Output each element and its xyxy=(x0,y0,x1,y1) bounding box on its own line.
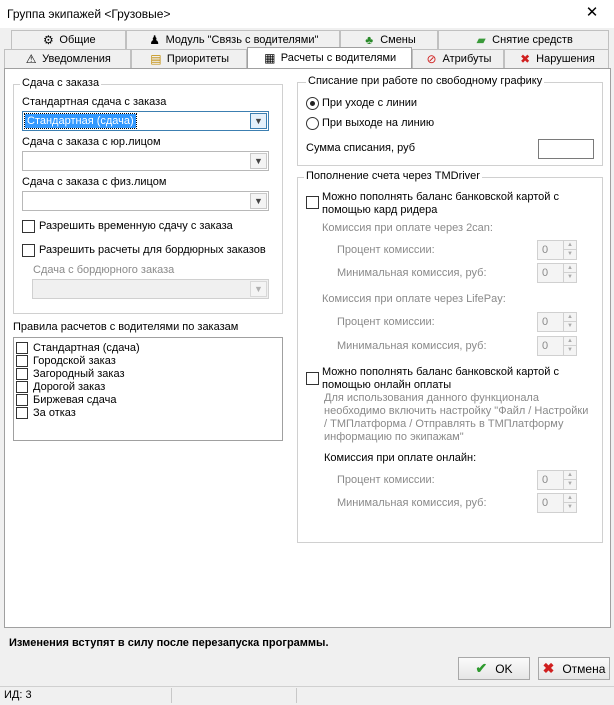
order-payment-group-title: Сдача с заказа xyxy=(22,77,100,89)
tab-label: Модуль "Связь с водителями" xyxy=(165,34,319,46)
rules-listbox[interactable] xyxy=(13,337,283,441)
chart-icon: ▤ xyxy=(150,52,162,66)
tab-label: Снятие средств xyxy=(492,34,573,46)
tab-label: Уведомления xyxy=(42,53,111,65)
tab-label: Расчеты с водителями xyxy=(280,52,397,64)
info-line-3: / ТМПлатформа / Отправлять в ТМПлатформу xyxy=(324,418,564,430)
status-separator xyxy=(296,688,297,703)
checkbox[interactable] xyxy=(16,394,28,406)
close-icon[interactable]: ✕ xyxy=(585,4,599,21)
people-icon: ♣ xyxy=(365,33,374,47)
fee-2can-label: Комиссия при оплате через 2can: xyxy=(322,222,493,234)
ok-button[interactable]: ✔ OK xyxy=(458,657,530,680)
checkbox[interactable] xyxy=(16,342,28,354)
standard-payment-value: Стандартная (сдача) xyxy=(27,115,134,127)
card-reader-label-line2: помощью кард ридера xyxy=(322,204,438,216)
fee-2can-percent-stepper[interactable]: 0 ▲ ▼ xyxy=(537,240,577,260)
status-id: ИД: 3 xyxy=(4,689,32,701)
window-title: Группа экипажей <Грузовые> xyxy=(7,7,171,21)
writeoff-sum-input[interactable] xyxy=(538,139,594,159)
writeoff-group-title: Списание при работе по свободному графику xyxy=(308,75,543,87)
tab-label: Атрибуты xyxy=(442,53,492,65)
fee-2can-min-label: Минимальная комиссия, руб: xyxy=(337,267,487,279)
cross-icon: ✖ xyxy=(542,660,555,676)
info-line-1: Для использования данного функционала xyxy=(324,392,539,404)
individual-payment-value xyxy=(25,194,29,208)
chevron-down-icon[interactable]: ▼ xyxy=(563,322,576,331)
restart-notice: Изменения вступят в силу после перезапуска программы. xyxy=(9,637,329,649)
chevron-down-icon[interactable]: ▼ xyxy=(563,346,576,355)
legal-payment-select[interactable] xyxy=(22,151,269,171)
writeoff-sum-label: Сумма списания, руб xyxy=(306,142,416,154)
individual-payment-select[interactable] xyxy=(22,191,269,211)
allow-border-orders-label: Разрешить расчеты для бордюрных заказов xyxy=(39,244,266,256)
tab-label: Смены xyxy=(380,34,416,46)
chevron-up-icon[interactable]: ▲ xyxy=(563,241,576,250)
chevron-up-icon[interactable]: ▲ xyxy=(563,471,576,480)
border-payment-label: Сдача с бордюрного заказа xyxy=(33,264,175,276)
tab-general[interactable] xyxy=(11,30,126,49)
chevron-down-icon[interactable]: ▼ xyxy=(563,503,576,512)
fee-lifepay-min-stepper[interactable]: 0 ▲ ▼ xyxy=(537,336,577,356)
list-item[interactable]: За отказ xyxy=(16,406,76,419)
fee-lifepay-percent-label: Процент комиссии: xyxy=(337,316,435,328)
chevron-down-icon[interactable]: ▼ xyxy=(563,273,576,282)
violation-icon: ✖ xyxy=(520,52,531,66)
tab-attributes[interactable] xyxy=(412,49,504,68)
writeoff-enter-radio[interactable] xyxy=(306,117,319,130)
fee-online-percent-label: Процент комиссии: xyxy=(337,474,435,486)
allow-border-orders-checkbox[interactable] xyxy=(22,244,35,257)
tab-driver-payments[interactable] xyxy=(247,47,412,68)
no-entry-icon: ⊘ xyxy=(426,52,437,66)
card-reader-label-line1: Можно пополнять баланс банковской картой с xyxy=(322,191,559,203)
fee-online-percent-stepper[interactable]: 0 ▲ ▼ xyxy=(537,470,577,490)
list-item[interactable]: Дорогой заказ xyxy=(16,380,105,393)
tab-priorities[interactable] xyxy=(131,49,247,68)
tab-notifications[interactable] xyxy=(4,49,131,68)
standard-payment-label: Стандартная сдача с заказа xyxy=(22,96,167,108)
checkbox[interactable] xyxy=(16,355,28,367)
rules-title: Правила расчетов с водителями по заказам xyxy=(13,321,239,333)
warning-icon: ⚠ xyxy=(25,52,37,66)
check-icon: ✔ xyxy=(475,660,488,676)
checkbox[interactable] xyxy=(16,407,28,419)
chevron-up-icon[interactable]: ▲ xyxy=(563,313,576,322)
list-item[interactable]: Загородный заказ xyxy=(16,367,125,380)
writeoff-leave-label: При уходе с линии xyxy=(322,97,418,109)
topup-group-title: Пополнение счета через TMDriver xyxy=(306,170,480,182)
card-online-label-line2: помощью онлайн оплаты xyxy=(322,379,452,391)
chevron-up-icon[interactable]: ▲ xyxy=(563,264,576,273)
legal-payment-value xyxy=(25,154,29,168)
chevron-down-icon[interactable]: ▼ xyxy=(563,250,576,259)
fee-lifepay-label: Комиссия при оплате через LifePay: xyxy=(322,293,506,305)
border-payment-value xyxy=(35,282,39,296)
allow-temp-payment-checkbox[interactable] xyxy=(22,220,35,233)
fee-online-min-label: Минимальная комиссия, руб: xyxy=(337,497,487,509)
fee-2can-percent-label: Процент комиссии: xyxy=(337,244,435,256)
cancel-button[interactable]: ✖ Отмена xyxy=(538,657,610,680)
chevron-down-icon[interactable]: ▼ xyxy=(250,153,267,169)
standard-payment-select[interactable] xyxy=(22,111,269,131)
fee-online-min-stepper[interactable]: 0 ▲ ▼ xyxy=(537,493,577,513)
chevron-down-icon[interactable]: ▼ xyxy=(250,193,267,209)
checkbox[interactable] xyxy=(16,368,28,380)
tab-withdrawal[interactable] xyxy=(438,30,609,49)
status-separator xyxy=(171,688,172,703)
status-bar xyxy=(0,686,614,705)
card-online-label-line1: Можно пополнять баланс банковской картой с xyxy=(322,366,559,378)
writeoff-enter-label: При выходе на линию xyxy=(322,117,435,129)
tab-label: Приоритеты xyxy=(166,53,230,65)
card-online-checkbox[interactable] xyxy=(306,372,319,385)
settings-icon: ⚙ xyxy=(43,33,54,47)
money-icon: ▰ xyxy=(476,33,486,47)
tab-label: Общие xyxy=(59,34,96,46)
border-payment-select[interactable] xyxy=(32,279,269,299)
calculator-icon: ▦ xyxy=(264,51,276,65)
info-line-4: информацию по экипажам" xyxy=(324,431,464,443)
chevron-up-icon[interactable]: ▲ xyxy=(563,494,576,503)
tab-violations[interactable] xyxy=(504,49,609,68)
writeoff-leave-radio[interactable] xyxy=(306,97,319,110)
driver-icon: ♟ xyxy=(149,33,160,47)
chevron-down-icon[interactable]: ▼ xyxy=(563,480,576,489)
chevron-down-icon[interactable]: ▼ xyxy=(250,281,267,297)
fee-2can-min-stepper[interactable]: 0 ▲ ▼ xyxy=(537,263,577,283)
list-item[interactable]: Биржевая сдача xyxy=(16,393,116,406)
fee-online-label: Комиссия при оплате онлайн: xyxy=(324,452,477,464)
fee-lifepay-min-label: Минимальная комиссия, руб: xyxy=(337,340,487,352)
fee-lifepay-percent-stepper[interactable]: 0 ▲ ▼ xyxy=(537,312,577,332)
list-item[interactable]: Городской заказ xyxy=(16,354,116,367)
chevron-up-icon[interactable]: ▲ xyxy=(563,337,576,346)
allow-temp-payment-label: Разрешить временную сдачу с заказа xyxy=(39,220,233,232)
list-item[interactable]: Стандартная (сдача) xyxy=(16,341,140,354)
legal-payment-label: Сдача с заказа с юр.лицом xyxy=(22,136,161,148)
chevron-down-icon[interactable]: ▼ xyxy=(250,113,267,129)
card-reader-checkbox[interactable] xyxy=(306,196,319,209)
checkbox[interactable] xyxy=(16,381,28,393)
info-line-2: необходимо включить настройку "Файл / Настройки xyxy=(324,405,589,417)
individual-payment-label: Сдача с заказа с физ.лицом xyxy=(22,176,167,188)
tab-label: Нарушения xyxy=(536,53,595,65)
